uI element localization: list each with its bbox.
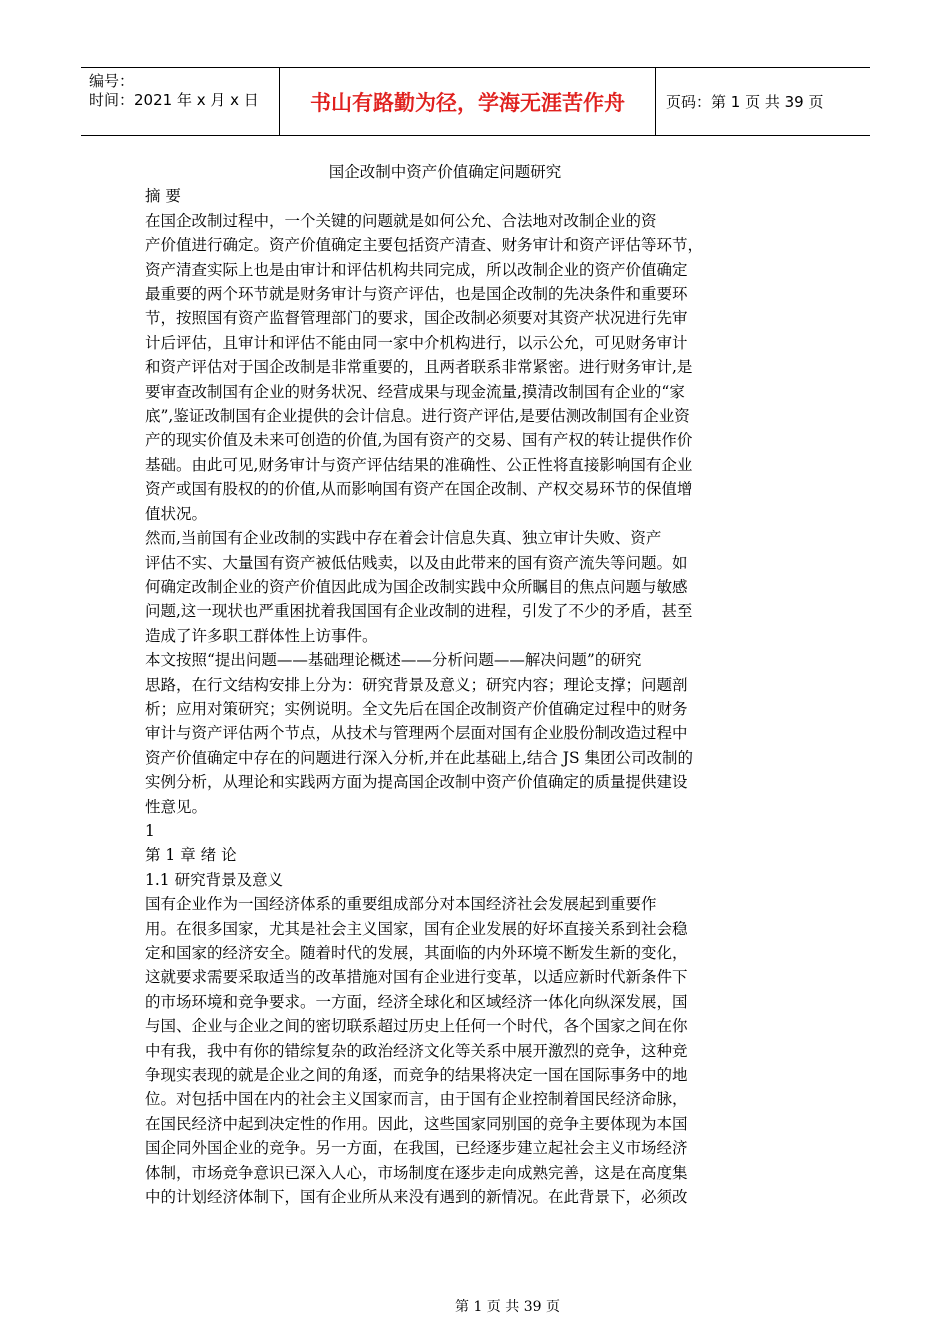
text-line: 节，按照国有资产监督管理部门的要求，国企改制必须要对其资产状况进行先审	[145, 309, 688, 328]
document-number: 编号：	[89, 72, 135, 90]
header-page-cell	[656, 68, 870, 135]
header-meta-cell	[81, 68, 280, 135]
text-line: 用。在很多国家，尤其是社会主义国家，国有企业发展的好坏直接关系到社会稳	[145, 919, 688, 938]
text-line: 资产价值确定中存在的问题进行深入分析,并在此基础上,结合 JS 集团公司改制的	[145, 748, 694, 767]
document-title: 国企改制中资产价值确定问题研究	[328, 163, 562, 181]
text-line: 析；应用对策研究；实例说明。全文先后在国企改制资产价值确定过程中的财务	[145, 699, 688, 718]
text-line: 在国民经济中起到决定性的作用。因此，这些国家同别国的竞争主要体现为本国	[145, 1114, 688, 1133]
text-line: 产的现实价值及未来可创造的价值,为国有资产的交易、国有产权的转让提供作价	[145, 431, 693, 450]
document-body	[145, 160, 745, 1209]
text-line: 计后评估，且审计和评估不能由同一家中介机构进行，以示公允，可见财务审计	[145, 333, 688, 352]
page-footer: 第 1 页 共 39 页	[455, 1299, 560, 1315]
text-line: 1.1 研究背景及意义	[145, 870, 284, 889]
text-line: 评估不实、大量国有资产被低估贱卖，以及由此带来的国有资产流失等问题。如	[145, 553, 688, 572]
document-date: 时间：2021 年 x 月 x 日	[89, 91, 259, 109]
text-line: 争现实表现的就是企业之间的角逐，而竞争的结果将决定一国在国际事务中的地	[145, 1066, 688, 1085]
text-line: 位。对包括中国在内的社会主义国家而言，由于国有企业控制着国民经济命脉，	[145, 1090, 688, 1109]
body-text	[145, 184, 745, 1209]
text-line: 造成了许多职工群体性上访事件。	[145, 626, 378, 645]
text-line: 中有我，我中有你的错综复杂的政治经济文化等关系中展开激烈的竞争，这种竞	[145, 1041, 688, 1060]
text-line: 基础。由此可见,财务审计与资产评估结果的准确性、公正性将直接影响国有企业	[145, 455, 693, 474]
text-line: 产价值进行确定。资产价值确定主要包括资产清查、财务审计和资产评估等环节，	[145, 236, 704, 255]
text-line: 思路，在行文结构安排上分为：研究背景及意义；研究内容；理论支撑；问题剖	[145, 675, 688, 694]
text-line: 值状况。	[145, 504, 208, 523]
text-line: 1	[145, 821, 155, 840]
text-line: 底”,鉴证改制国有企业提供的会计信息。进行资产评估,是要估测改制国有企业资	[145, 407, 690, 426]
text-line: 在国企改制过程中，一个关键的问题就是如何公允、合法地对改制企业的资	[145, 211, 657, 230]
header-motto: 书山有路勤为径，学海无涯苦作舟	[310, 90, 625, 115]
text-line: 定和国家的经济安全。随着时代的发展，其面临的内外环境不断发生新的变化，	[145, 944, 688, 962]
text-line: 摘 要	[145, 187, 181, 206]
text-line: 中的计划经济体制下，国有企业所从来没有遇到的新情况。在此背景下，必须改	[145, 1188, 688, 1207]
text-line: 最重要的两个环节就是财务审计与资产评估，也是国企改制的先决条件和重要环	[145, 285, 688, 304]
header-table	[81, 67, 870, 136]
text-line: 实例分析，从理论和实践两方面为提高国企改制中资产价值确定的质量提供建设	[145, 773, 688, 792]
text-line: 然而,当前国有企业改制的实践中存在着会计信息失真、独立审计失败、资产	[145, 529, 662, 548]
text-line: 和资产评估对于国企改制是非常重要的，且两者联系非常紧密。进行财务审计,是	[145, 358, 693, 377]
text-line: 要审查改制国有企业的财务状况、经营成果与现金流量,摸清改制国有企业的“家	[145, 382, 685, 401]
text-line: 国有企业作为一国经济体系的重要组成部分对本国经济社会发展起到重要作	[145, 895, 657, 914]
text-line: 审计与资产评估两个节点，从技术与管理两个层面对国有企业股份制改造过程中	[145, 724, 688, 743]
header-page-info: 页码：第 1 页 共 39 页	[666, 93, 824, 111]
text-line: 的市场环境和竞争要求。一方面，经济全球化和区域经济一体化向纵深发展，国	[145, 992, 688, 1011]
text-line: 与国、企业与企业之间的密切联系超过历史上任何一个时代，各个国家之间在你	[145, 1017, 688, 1036]
text-line: 体制，市场竞争意识已深入人心，市场制度在逐步走向成熟完善，这是在高度集	[145, 1163, 688, 1182]
text-line: 这就要求需要采取适当的改革措施对国有企业进行变革，以适应新时代新条件下	[145, 968, 688, 987]
text-line: 第 1 章 绪 论	[145, 846, 237, 865]
text-line: 问题,这一现状也严重困扰着我国国有企业改制的进程，引发了不少的矛盾，甚至	[145, 602, 693, 621]
text-line: 何确定改制企业的资产价值因此成为国企改制实践中众所瞩目的焦点问题与敏感	[145, 577, 688, 596]
text-line: 资产清查实际上也是由审计和评估机构共同完成，所以改制企业的资产价值确定	[145, 260, 688, 279]
header-motto-cell	[280, 68, 656, 135]
text-line: 本文按照“提出问题——基础理论概述——分析问题——解决问题”的研究	[145, 651, 642, 670]
text-line: 资产或国有股权的的价值,从而影响国有资产在国企改制、产权交易环节的保值增	[145, 480, 693, 499]
text-line: 国企同外国企业的竞争。另一方面，在我国，已经逐步建立起社会主义市场经济	[145, 1139, 688, 1158]
text-line: 性意见。	[145, 797, 208, 816]
